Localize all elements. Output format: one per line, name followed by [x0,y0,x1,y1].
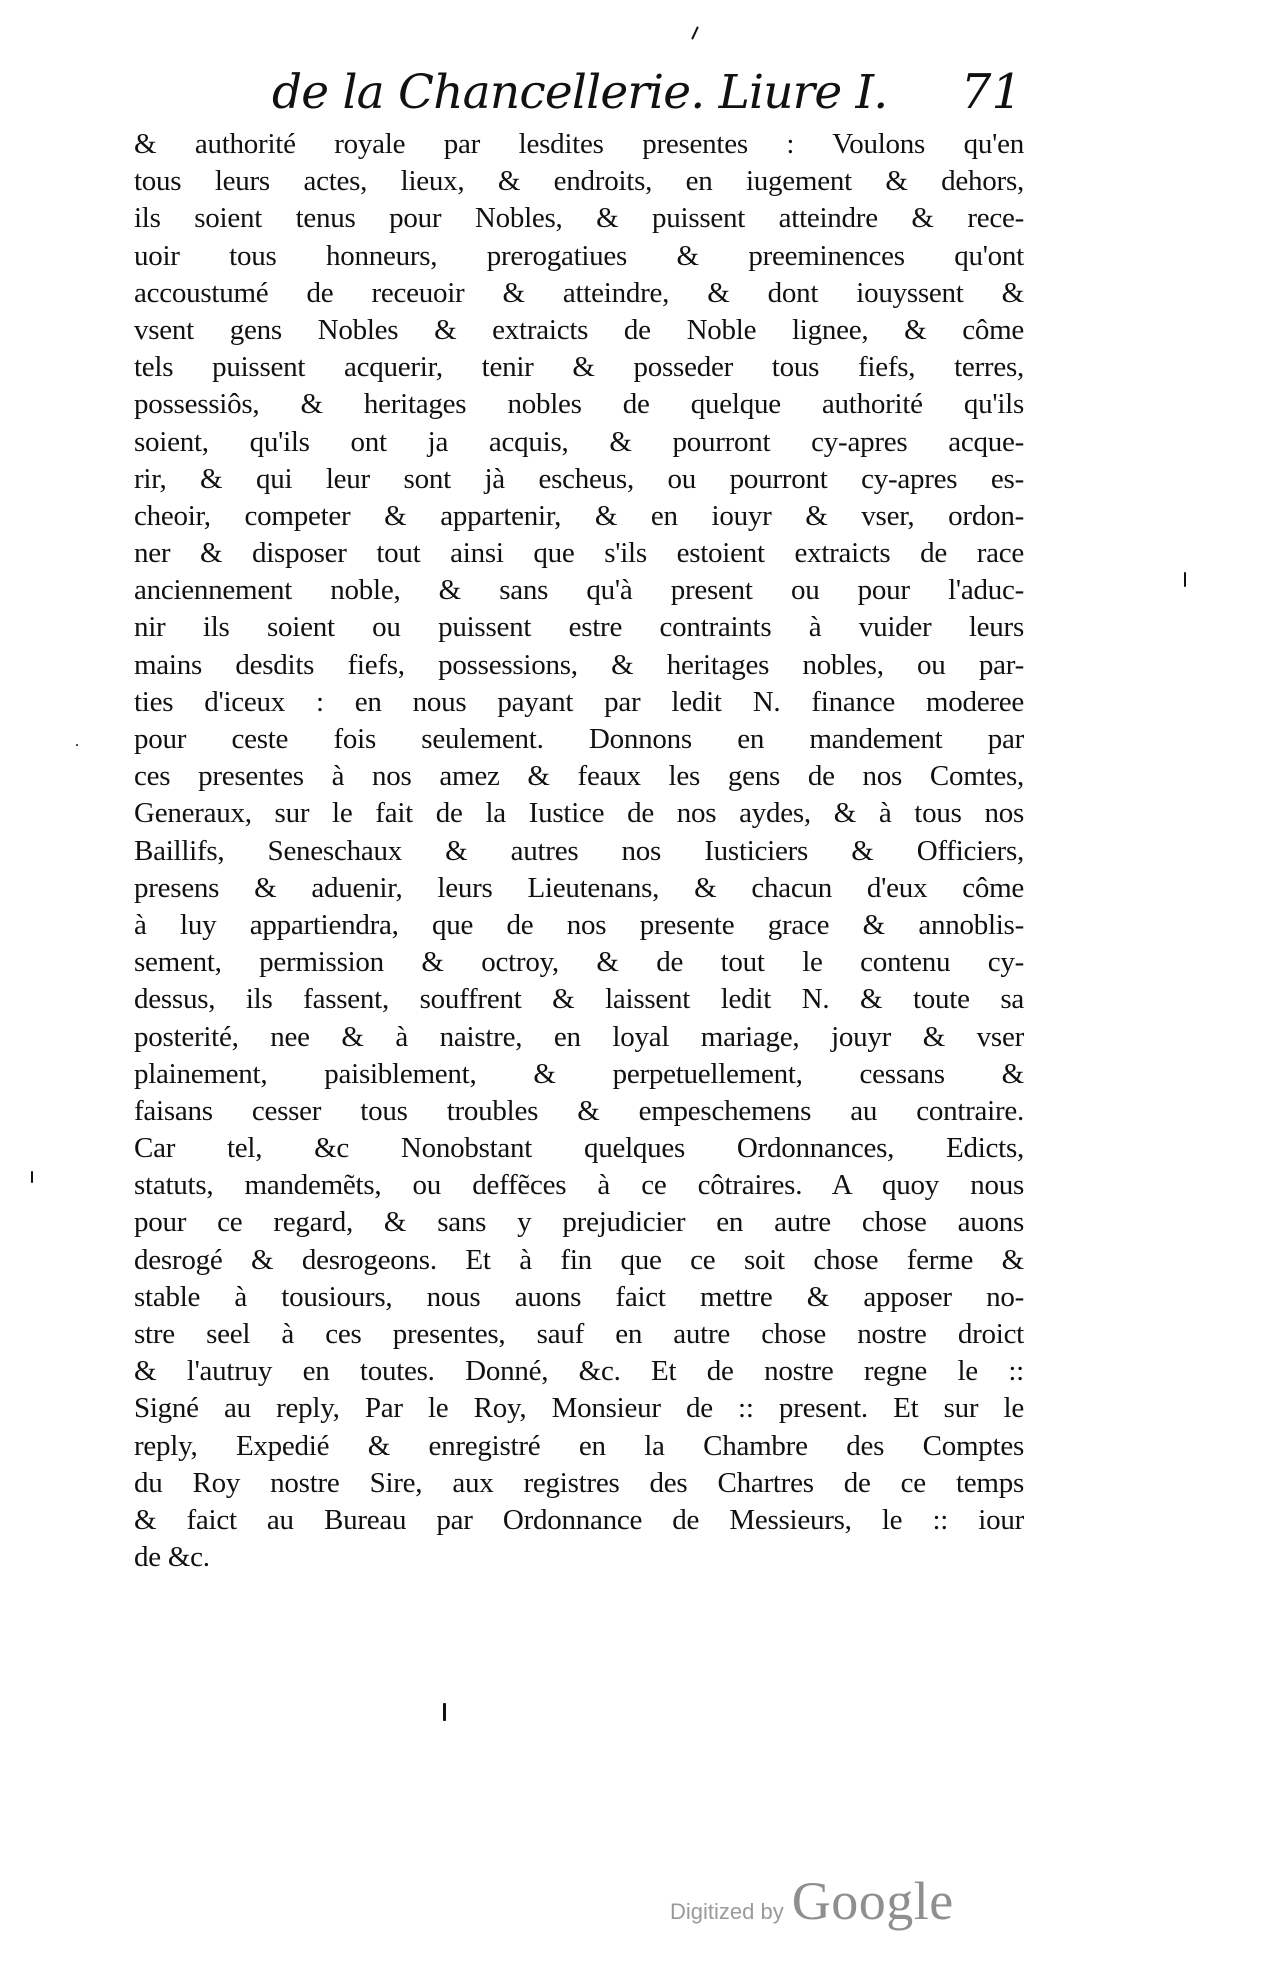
text-line: vsent gens Nobles & extraicts de Noble lignee, & côme [134,313,1024,346]
text-line: & l'autruy en toutes. Donné, &c. Et de nostre regne le :: [134,1355,1024,1388]
text-line: pour ce regard, & sans y prejudicier en autre chose auons [134,1206,1024,1239]
text-line: Baillifs, Seneschaux & autres nos Iusticiers & Officiers, [134,834,1024,867]
scan-speck [76,744,78,746]
text-line: du Roy nostre Sire, aux registres des Chartres de ce temps [134,1466,1024,1499]
text-line: Car tel, &c Nonobstant quelques Ordonnances, Edicts, [134,1132,1024,1165]
text-line: posterité, nee & à naistre, en loyal mariage, jouyr & vser [134,1020,1024,1053]
text-line: Generaux, sur le fait de la Iustice de nos aydes, & à tous nos [134,797,1024,830]
page-body-text [134,126,1024,1576]
text-line: possessiôs, & heritages nobles de quelque authorité qu'ils [134,388,1024,421]
scan-speck [443,1703,446,1721]
scan-speck [691,26,699,40]
text-line: rir, & qui leur sont jà escheus, ou pourront cy-apres es- [134,462,1024,495]
text-line: nir ils soient ou puissent estre contraints à vuider leurs [134,611,1024,644]
text-line: tous leurs actes, lieux, & endroits, en iugement & dehors, [134,165,1024,198]
text-line: tels puissent acquerir, tenir & posseder tous fiefs, terres, [134,351,1024,384]
text-line: uoir tous honneurs, prerogatiues & preeminences qu'ont [134,239,1024,272]
text-line: cheoir, competer & appartenir, & en iouyr & vser, ordon- [134,499,1024,532]
text-line: soient, qu'ils ont ja acquis, & pourront cy-apres acque- [134,425,1024,458]
scan-speck [31,1171,33,1183]
text-line: ils soient tenus pour Nobles, & puissent atteindre & rece- [134,202,1024,235]
text-line: reply, Expedié & enregistré en la Chambre des Comptes [134,1429,1024,1462]
text-line: à luy appartiendra, que de nos presente grace & annoblis- [134,908,1024,941]
text-line: stable à tousiours, nous auons faict mettre & apposer no- [134,1280,1024,1313]
scan-speck [1184,572,1186,587]
running-head [272,52,1022,120]
text-line: de &c. [134,1541,210,1574]
text-line: pour ceste fois seulement. Donnons en mandement par [134,723,1024,755]
text-line: desrogé & desrogeons. Et à fin que ce soit chose ferme & [134,1243,1024,1276]
text-line: & faict au Bureau par Ordonnance de Messieurs, le :: iour [134,1503,1024,1536]
text-line: ties d'iceux : en nous payant par ledit N. finance moderee [134,685,1024,718]
text-line: statuts, mandemẽts, ou deffẽces à ce côtraires. A quoy nous [134,1169,1024,1202]
text-line: stre seel à ces presentes, sauf en autre chose nostre droict [134,1318,1024,1350]
text-line: dessus, ils fassent, souffrent & laissent ledit N. & toute sa [134,983,1024,1016]
text-line: faisans cesser tous troubles & empeschemens au contraire. [134,1094,1024,1127]
text-line: anciennement noble, & sans qu'à present ou pour l'aduc- [134,574,1024,607]
digitized-watermark [670,1871,954,1931]
google-wordmark: Google [791,1871,954,1931]
text-line: presens & aduenir, leurs Lieutenans, & chacun d'eux côme [134,871,1024,904]
text-line: ner & disposer tout ainsi que s'ils estoient extraicts de race [134,537,1024,570]
text-line: mains desdits fiefs, possessions, & heritages nobles, ou par- [134,648,1024,681]
text-line: & authorité royale par lesdites presentes : Voulons qu'en [134,128,1024,160]
text-line: plainement, paisiblement, & perpetuellement, cessans & [134,1057,1024,1090]
text-line: Signé au reply, Par le Roy, Monsieur de :: present. Et sur le [134,1392,1024,1425]
page-number: 71 [960,64,1022,120]
text-line: accoustumé de receuoir & atteindre, & dont iouyssent & [134,276,1024,309]
digitized-label: Digitized by [670,1899,784,1924]
text-line: ces presentes à nos amez & feaux les gens de nos Comtes, [134,760,1024,793]
running-title: de la Chancellerie. Liure I. [272,65,888,120]
text-line: sement, permission & octroy, & de tout le contenu cy- [134,946,1024,979]
